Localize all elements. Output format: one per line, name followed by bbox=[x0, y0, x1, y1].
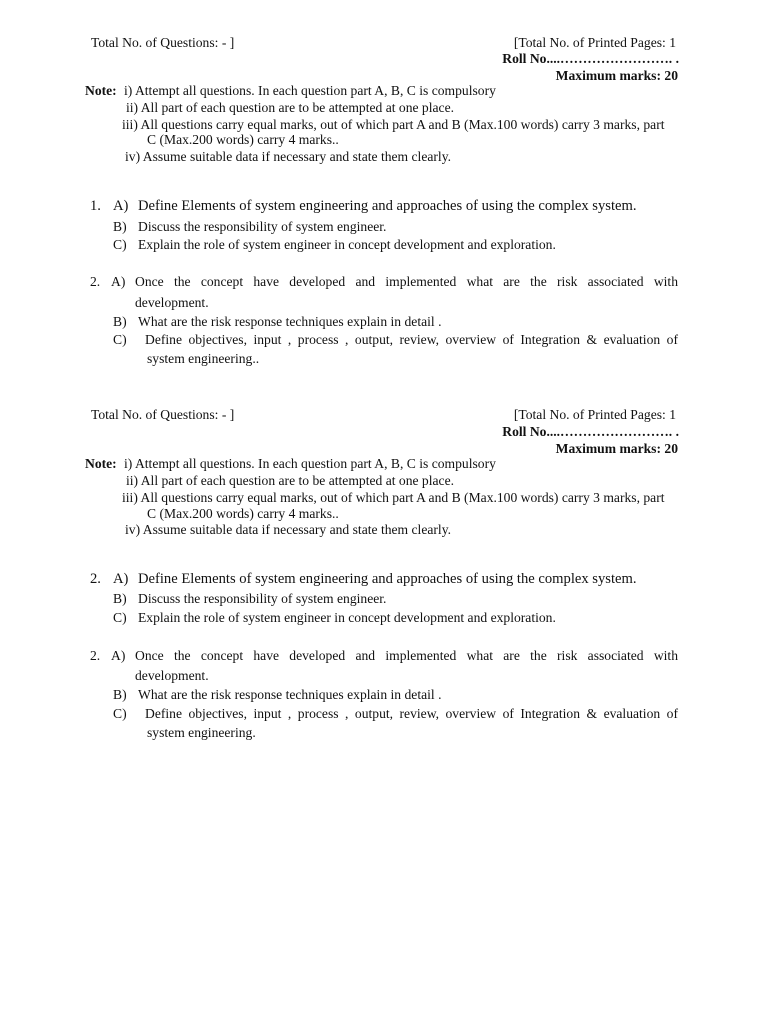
part-label: C) bbox=[113, 332, 127, 347]
part-text: Explain the role of system engineer in concept development and exploration. bbox=[138, 237, 556, 252]
part-label: B) bbox=[113, 219, 127, 234]
part-label: C) bbox=[113, 610, 127, 625]
part-label: A) bbox=[113, 571, 129, 587]
part-text-continued: system engineering.. bbox=[147, 351, 260, 366]
note-item: i) Attempt all questions. In each question part A, B, C is compulsory bbox=[124, 456, 496, 471]
part-text: Once the concept have developed and implemented what are the risk associated with bbox=[135, 648, 678, 663]
note-label: Note: bbox=[85, 83, 117, 98]
note-item: iii) All questions carry equal marks, out of which part A and B (Max.100 words) carry 3 marks, part bbox=[122, 117, 665, 132]
part-text: Define Elements of system engineering and approaches of using the complex system. bbox=[138, 198, 637, 214]
part-text: Define objectives, input , process , output, review, overview of Integration & evaluation of bbox=[145, 706, 678, 721]
part-label: A) bbox=[111, 274, 126, 289]
part-label: B) bbox=[113, 591, 127, 606]
total-questions: Total No. of Questions: - ] bbox=[91, 35, 235, 50]
part-text: Define Elements of system engineering and approaches of using the complex system. bbox=[138, 571, 637, 587]
note-item: C (Max.200 words) carry 4 marks.. bbox=[147, 506, 339, 521]
question-number: 2. bbox=[90, 648, 101, 663]
roll-no: Roll No....……………………. . bbox=[502, 51, 679, 66]
note-item: C (Max.200 words) carry 4 marks.. bbox=[147, 132, 339, 147]
part-text: What are the risk response techniques explain in detail . bbox=[138, 314, 442, 329]
part-label: C) bbox=[113, 237, 127, 252]
roll-no: Roll No....……………………. . bbox=[502, 424, 679, 439]
part-text: What are the risk response techniques explain in detail . bbox=[138, 687, 442, 702]
question-number: 2. bbox=[90, 274, 101, 289]
question-number: 1. bbox=[90, 198, 101, 214]
part-label: A) bbox=[111, 648, 126, 663]
part-text: Discuss the responsibility of system engineer. bbox=[138, 591, 387, 606]
part-text: Discuss the responsibility of system engineer. bbox=[138, 219, 387, 234]
part-label: A) bbox=[113, 198, 129, 214]
note-item: ii) All part of each question are to be attempted at one place. bbox=[126, 473, 455, 488]
part-label: B) bbox=[113, 314, 127, 329]
printed-pages: [Total No. of Printed Pages: 1 bbox=[513, 35, 676, 50]
part-text: Once the concept have developed and implemented what are the risk associated with bbox=[135, 274, 678, 289]
part-label: B) bbox=[113, 687, 127, 702]
total-questions: Total No. of Questions: - ] bbox=[91, 407, 235, 422]
max-marks: Maximum marks: 20 bbox=[555, 68, 678, 83]
max-marks: Maximum marks: 20 bbox=[555, 441, 678, 456]
note-item: iv) Assume suitable data if necessary and state them clearly. bbox=[125, 522, 452, 537]
part-label: C) bbox=[113, 706, 127, 721]
part-text-continued: system engineering. bbox=[147, 725, 256, 740]
note-item: iv) Assume suitable data if necessary and state them clearly. bbox=[125, 149, 452, 164]
part-text-continued: development. bbox=[135, 295, 209, 310]
note-item: iii) All questions carry equal marks, out of which part A and B (Max.100 words) carry 3 marks, part bbox=[122, 490, 665, 505]
note-item: ii) All part of each question are to be attempted at one place. bbox=[126, 100, 455, 115]
question-number: 2. bbox=[90, 571, 101, 587]
note-label: Note: bbox=[85, 456, 117, 471]
part-text: Define objectives, input , process , output, review, overview of Integration & evaluation of bbox=[145, 332, 678, 347]
printed-pages: [Total No. of Printed Pages: 1 bbox=[513, 407, 676, 422]
part-text-continued: development. bbox=[135, 668, 209, 683]
part-text: Explain the role of system engineer in concept development and exploration. bbox=[138, 610, 556, 625]
note-item: i) Attempt all questions. In each question part A, B, C is compulsory bbox=[124, 83, 496, 98]
